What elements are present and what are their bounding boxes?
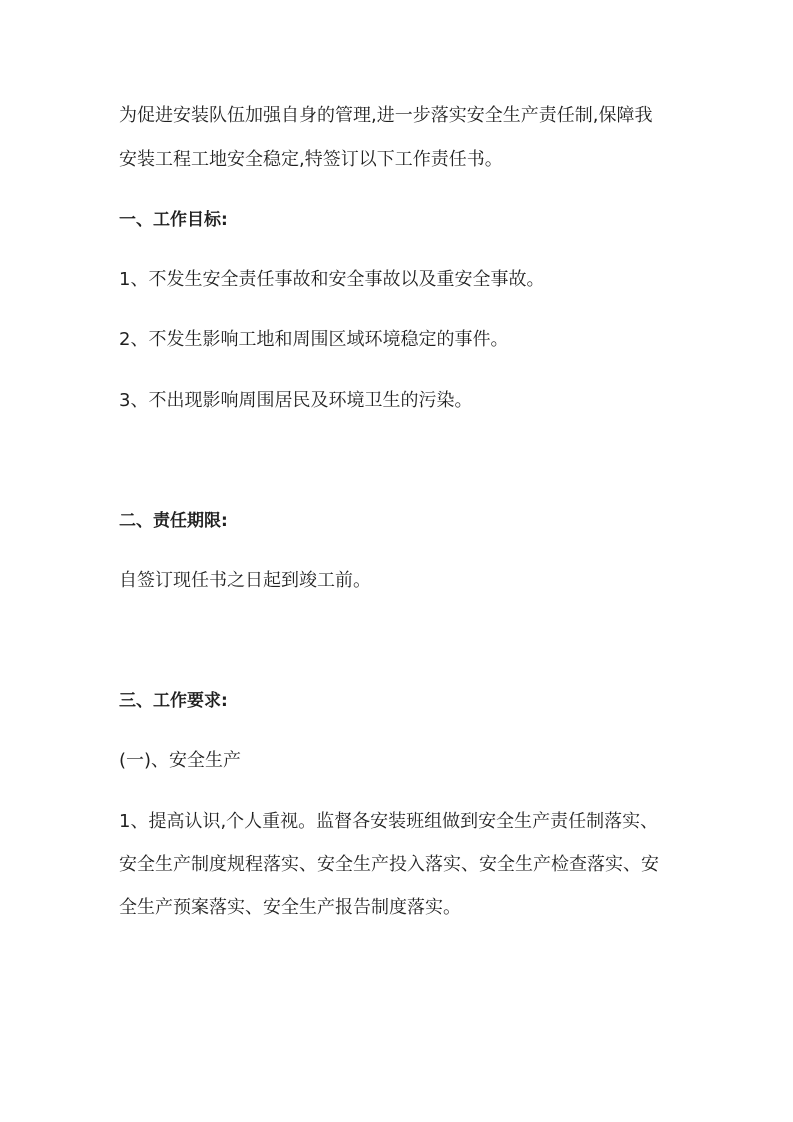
section-3-subheading: (一)、安全生产 xyxy=(119,750,242,771)
goal-item-3: 3、不出现影响周围居民及环境卫生的污染。 xyxy=(119,390,473,411)
intro-line-2: 安装工程工地安全稳定,特签订以下工作责任书。 xyxy=(119,149,503,170)
section-2-heading: 二、责任期限: xyxy=(119,511,228,531)
term-text: 自签订现任书之日起到竣工前。 xyxy=(119,570,371,591)
requirement-line-1: 1、提高认识,个人重视。监督各安装班组做到安全生产责任制落实、 xyxy=(119,811,659,832)
section-3-heading: 三、工作要求: xyxy=(119,691,228,711)
goal-item-2: 2、不发生影响工地和周围区域环境稳定的事件。 xyxy=(119,329,509,350)
goal-item-1: 1、不发生安全责任事故和安全事故以及重安全事故。 xyxy=(119,269,545,290)
intro-line-1: 为促进安装队伍加强自身的管理,进一步落实安全生产责任制,保障我 xyxy=(119,105,653,126)
section-1-heading: 一、工作目标: xyxy=(119,210,228,230)
requirement-line-2: 安全生产制度规程落实、安全生产投入落实、安全生产检查落实、安 xyxy=(119,854,659,875)
requirement-line-3: 全生产预案落实、安全生产报告制度落实。 xyxy=(119,897,461,918)
